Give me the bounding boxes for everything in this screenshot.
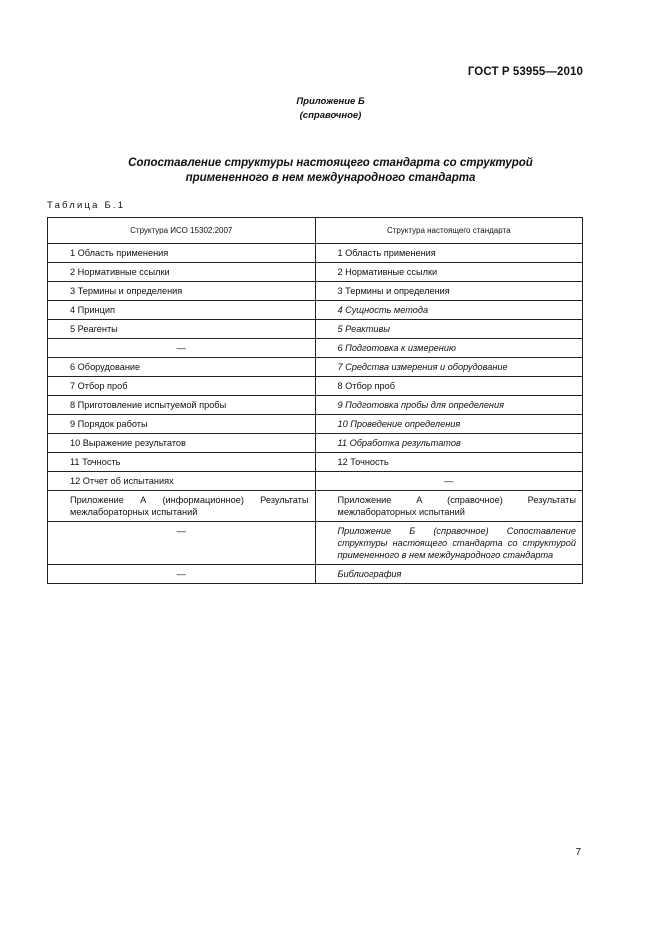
current-cell: — bbox=[315, 472, 583, 491]
current-cell: 1 Область применения bbox=[315, 244, 583, 263]
table-row bbox=[48, 434, 583, 453]
iso-cell: — bbox=[48, 565, 316, 584]
table-row bbox=[48, 491, 583, 522]
iso-cell: 3 Термины и определения bbox=[48, 282, 316, 301]
current-cell: 11 Обработка результатов bbox=[315, 434, 583, 453]
section-title bbox=[60, 156, 601, 186]
iso-cell: 2 Нормативные ссылки bbox=[48, 263, 316, 282]
iso-cell: — bbox=[48, 522, 316, 565]
iso-cell: 7 Отбор проб bbox=[48, 377, 316, 396]
current-cell: 7 Средства измерения и оборудование bbox=[315, 358, 583, 377]
table-row bbox=[48, 358, 583, 377]
iso-cell: 12 Отчет об испытаниях bbox=[48, 472, 316, 491]
current-cell: 4 Сущность метода bbox=[315, 301, 583, 320]
iso-cell: 11 Точность bbox=[48, 453, 316, 472]
table-row bbox=[48, 301, 583, 320]
table-row bbox=[48, 320, 583, 339]
iso-cell: 1 Область применения bbox=[48, 244, 316, 263]
document-code: ГОСТ Р 53955—2010 bbox=[467, 66, 583, 78]
current-cell: 3 Термины и определения bbox=[315, 282, 583, 301]
current-cell: 6 Подготовка к измерению bbox=[315, 339, 583, 358]
appendix-title: Приложение Б bbox=[296, 96, 365, 107]
table-row bbox=[48, 396, 583, 415]
iso-cell: 9 Порядок работы bbox=[48, 415, 316, 434]
structure-comparison-table bbox=[47, 217, 583, 584]
table-header-row bbox=[48, 218, 583, 244]
table-row bbox=[48, 565, 583, 584]
table-row bbox=[48, 377, 583, 396]
section-title-line-2: примененного в нем международного стандарта bbox=[185, 172, 476, 184]
current-cell: Приложение Б (справочное) Сопоставление структуры настоящего стандарта со структурой примененного в нем международного стандарта bbox=[315, 522, 583, 565]
table-row bbox=[48, 415, 583, 434]
table-label: Таблица Б.1 bbox=[47, 200, 126, 211]
current-cell: 12 Точность bbox=[315, 453, 583, 472]
iso-cell: 6 Оборудование bbox=[48, 358, 316, 377]
current-cell: 9 Подготовка пробы для определения bbox=[315, 396, 583, 415]
appendix-subtitle: (справочное) bbox=[299, 110, 362, 121]
table-row bbox=[48, 453, 583, 472]
iso-cell: 5 Реагенты bbox=[48, 320, 316, 339]
current-cell: 8 Отбор проб bbox=[315, 377, 583, 396]
iso-cell: — bbox=[48, 339, 316, 358]
current-cell: 5 Реактивы bbox=[315, 320, 583, 339]
table-row bbox=[48, 282, 583, 301]
table-row bbox=[48, 522, 583, 565]
column-header-current: Структура настоящего стандарта bbox=[315, 218, 583, 244]
column-header-iso: Структура ИСО 15302:2007 bbox=[48, 218, 316, 244]
section-title-line-1: Сопоставление структуры настоящего стандарта со структурой bbox=[128, 157, 533, 169]
appendix-heading bbox=[0, 95, 661, 123]
table-row bbox=[48, 339, 583, 358]
iso-cell: 8 Приготовление испытуемой пробы bbox=[48, 396, 316, 415]
table-row bbox=[48, 263, 583, 282]
current-cell: 10 Проведение определения bbox=[315, 415, 583, 434]
current-cell: Приложение А (справочное) Результаты межлабораторных испытаний bbox=[315, 491, 583, 522]
current-cell: Библиография bbox=[315, 565, 583, 584]
page-number: 7 bbox=[575, 847, 581, 858]
table-row bbox=[48, 244, 583, 263]
current-cell: 2 Нормативные ссылки bbox=[315, 263, 583, 282]
iso-cell: 10 Выражение результатов bbox=[48, 434, 316, 453]
iso-cell: Приложение А (информационное) Результаты межлабораторных испытаний bbox=[48, 491, 316, 522]
iso-cell: 4 Принцип bbox=[48, 301, 316, 320]
table-row bbox=[48, 472, 583, 491]
